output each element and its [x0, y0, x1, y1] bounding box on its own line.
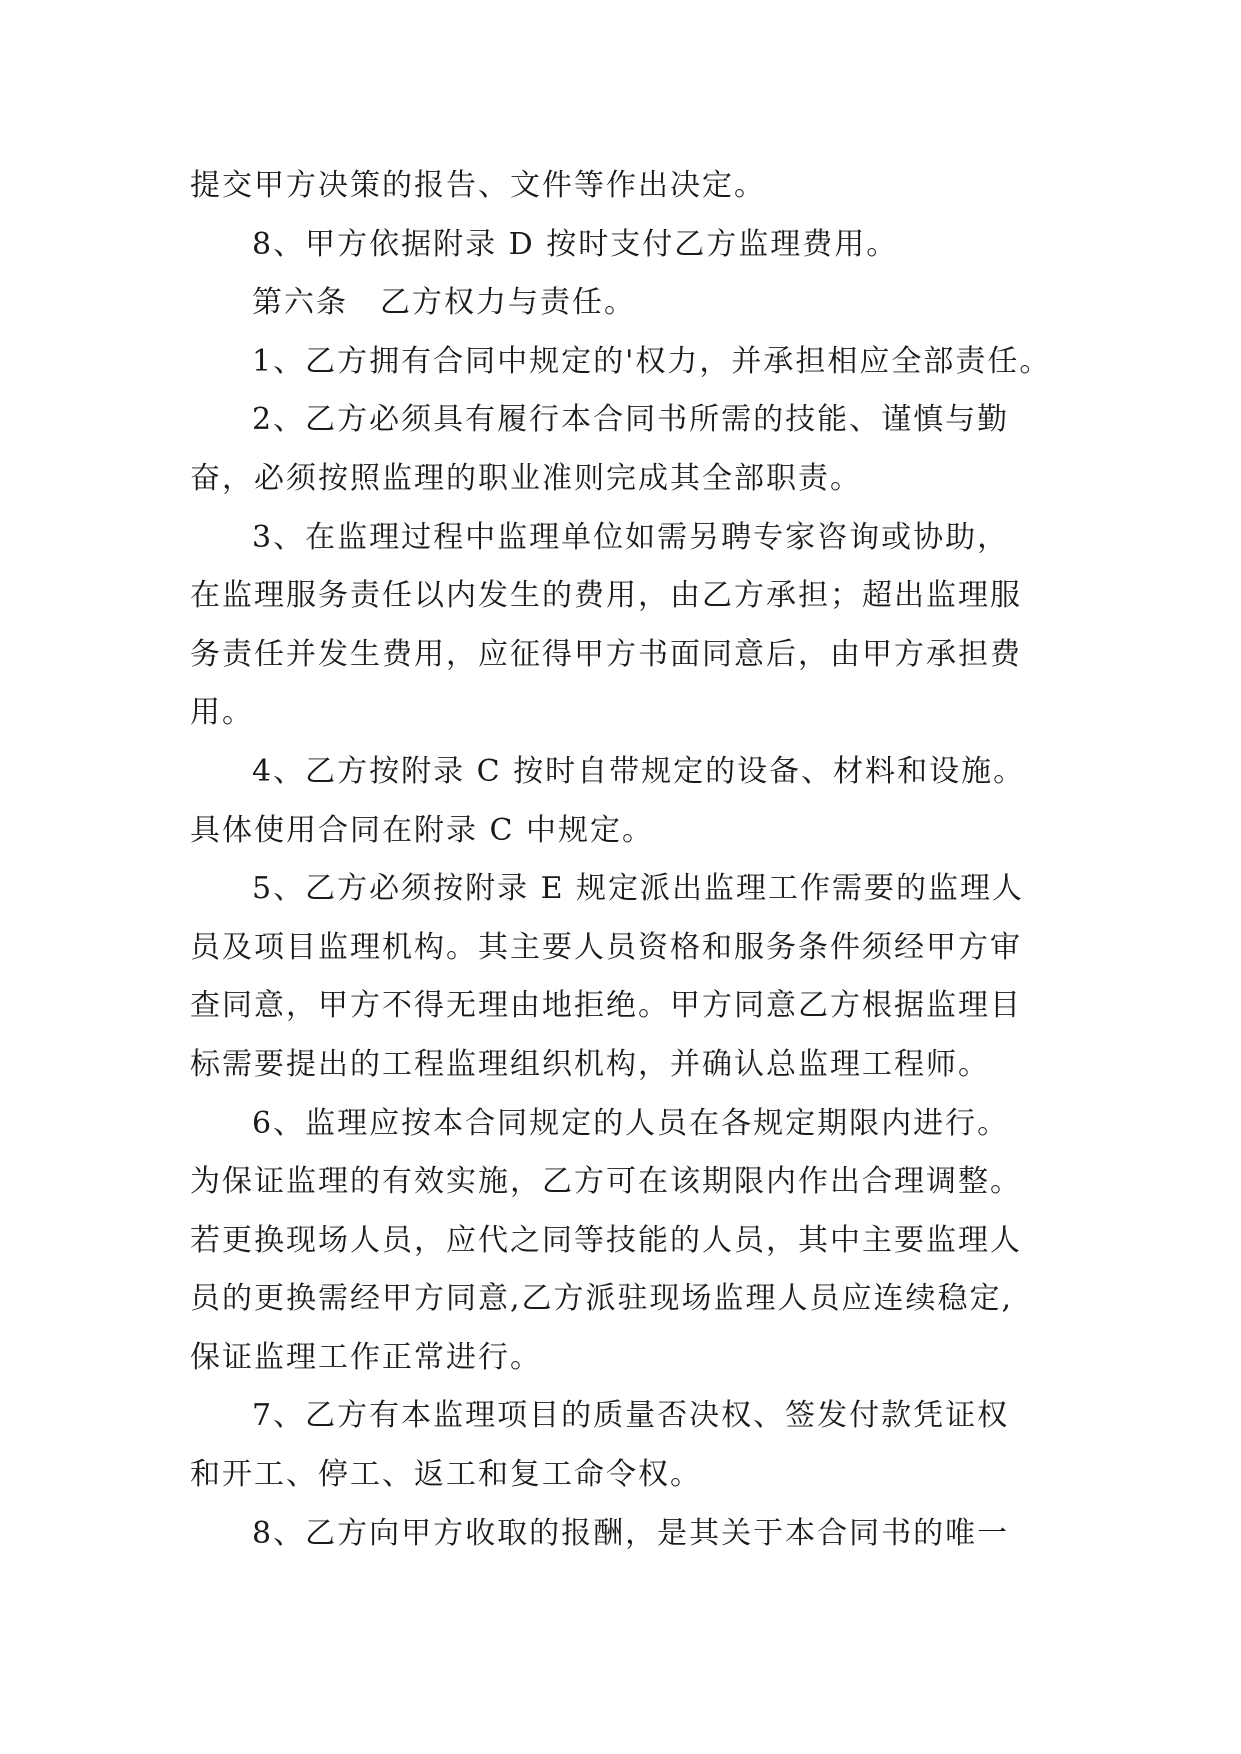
text-line: 奋，必须按照监理的职业准则完成其全部职责。: [190, 460, 862, 496]
text-line: 8、甲方依据附录 D 按时支付乙方监理费用。: [252, 226, 899, 262]
text-line: 务责任并发生费用，应征得甲方书面同意后，由甲方承担费: [190, 636, 1022, 672]
text-line: 7、乙方有本监理项目的质量否决权、签发付款凭证权: [252, 1398, 1010, 1434]
text-line: 员及项目监理机构。其主要人员资格和服务条件须经甲方审: [190, 929, 1022, 965]
text-line: 标需要提出的工程监理组织机构，并确认总监理工程师。: [190, 1046, 990, 1082]
text-line: 在监理服务责任以内发生的费用，由乙方承担；超出监理服: [190, 578, 1022, 614]
text-line: 用。: [190, 695, 254, 731]
text-line: 3、在监理过程中监理单位如需另聘专家咨询或协助，: [252, 519, 1010, 555]
section-heading: 第六条 乙方权力与责任。: [252, 285, 636, 321]
text-line: 6、监理应按本合同规定的人员在各规定期限内进行。: [252, 1105, 1010, 1141]
text-line: 保证监理工作正常进行。: [190, 1339, 542, 1375]
text-line: 查同意，甲方不得无理由地拒绝。甲方同意乙方根据监理目: [190, 988, 1022, 1024]
text-line: 1、乙方拥有合同中规定的'权力，并承担相应全部责任。: [252, 343, 1052, 379]
text-line: 若更换现场人员，应代之同等技能的人员，其中主要监理人: [190, 1222, 1022, 1258]
text-line: 员的更换需经甲方同意,乙方派驻现场监理人员应连续稳定,: [190, 1281, 1014, 1317]
text-line: 5、乙方必须按附录 E 规定派出监理工作需要的监理人: [252, 871, 1025, 907]
document-body: [190, 157, 1070, 1563]
text-line: 具体使用合同在附录 C 中规定。: [190, 812, 655, 848]
text-line: 8、乙方向甲方收取的报酬，是其关于本合同书的唯一: [252, 1515, 1010, 1551]
text-line: 提交甲方决策的报告、文件等作出决定。: [190, 168, 766, 203]
text-line: 2、乙方必须具有履行本合同书所需的技能、谨慎与勤: [252, 402, 1010, 438]
text-line: 4、乙方按附录 C 按时自带规定的设备、材料和设施。: [252, 753, 1026, 789]
text-line: 和开工、停工、返工和复工命令权。: [190, 1457, 702, 1493]
text-line: 为保证监理的有效实施，乙方可在该期限内作出合理调整。: [190, 1164, 1022, 1200]
